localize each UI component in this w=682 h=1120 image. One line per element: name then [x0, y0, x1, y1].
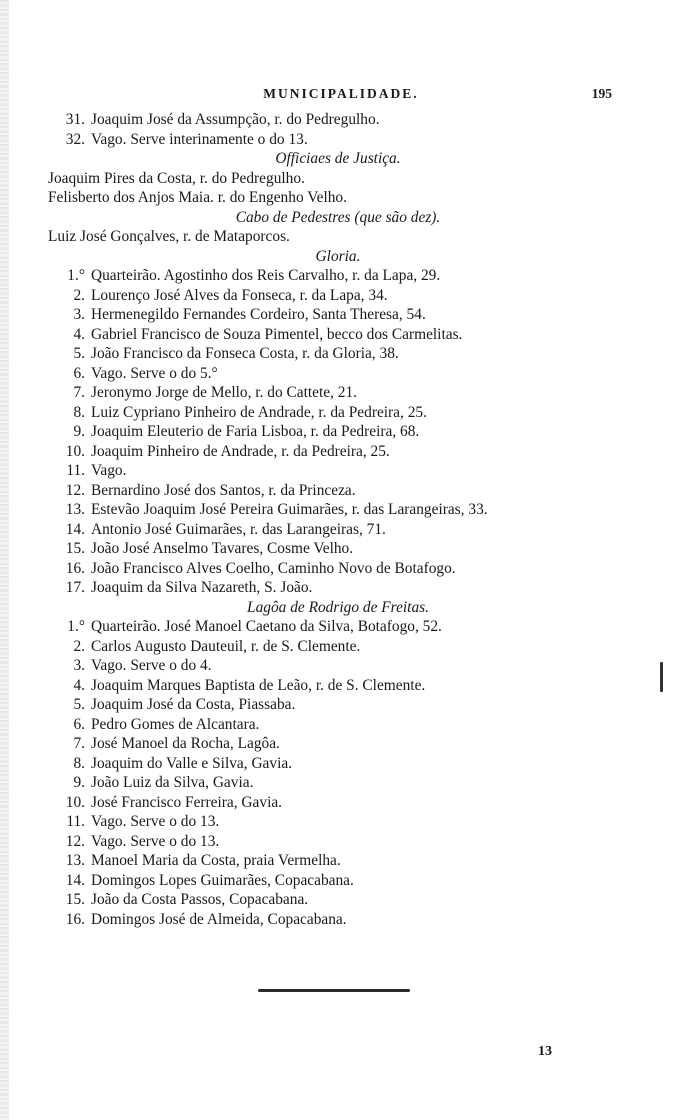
- list-item: [48, 871, 628, 891]
- item-text: Joaquim do Valle e Silva, Gavia.: [91, 754, 293, 772]
- item-text: Joaquim da Silva Nazareth, S. João.: [91, 579, 313, 596]
- item-text: Joaquim José da Costa, Piassaba.: [91, 696, 296, 713]
- item-number: 5.: [73, 696, 85, 713]
- list-item: [48, 364, 628, 384]
- section-heading: Officiaes de Justiça.: [275, 150, 401, 167]
- item-number: 14.: [65, 871, 85, 889]
- item-text: José Manoel da Rocha, Lagôa.: [91, 735, 280, 752]
- list-item: [48, 656, 628, 676]
- item-number: 5.: [73, 345, 85, 362]
- list-item: [48, 266, 628, 286]
- list-item: [48, 637, 628, 657]
- item-text: Luiz Cypriano Pinheiro de Andrade, r. da Pedreira, 25.: [91, 403, 427, 421]
- item-number: 4.: [73, 325, 85, 343]
- item-text: Vago. Serve o do 13.: [91, 813, 220, 830]
- item-number: 11.: [66, 462, 85, 479]
- item-text: Quarteirão. Agostinho dos Reis Carvalho, r. da Lapa, 29.: [91, 267, 441, 284]
- list-item: [48, 773, 628, 793]
- list-item: [48, 910, 628, 930]
- list-item: [48, 539, 628, 559]
- item-text: Gabriel Francisco de Souza Pimentel, becco dos Carmelitas.: [91, 325, 463, 343]
- page-header: [0, 86, 682, 106]
- item-text: Joaquim Pinheiro de Andrade, r. da Pedreira, 25.: [91, 442, 390, 460]
- list-item: Joaquim Pires da Costa, r. do Pedregulho.: [48, 169, 305, 187]
- list-item: [48, 578, 628, 598]
- list-item: [48, 754, 628, 774]
- item-text: Manoel Maria da Costa, praia Vermelha.: [91, 852, 341, 869]
- item-text: Joaquim Eleuterio de Faria Lisboa, r. da Pedreira, 68.: [91, 423, 420, 440]
- item-text: José Francisco Ferreira, Gavia.: [91, 793, 283, 811]
- item-number: 2.: [73, 286, 85, 304]
- list-item: [48, 812, 628, 832]
- item-text: Carlos Augusto Dauteuil, r. de S. Clemente.: [91, 637, 361, 655]
- list-item: [48, 344, 628, 364]
- item-text: Vago.: [91, 462, 127, 479]
- item-number: 3.: [73, 657, 85, 674]
- section-end-rule: [258, 989, 410, 992]
- item-text: João da Costa Passos, Copacabana.: [91, 891, 309, 908]
- item-text: Vago. Serve o do 4.: [91, 657, 212, 674]
- list-item: Felisberto dos Anjos Maia. r. do Engenho Velho.: [48, 189, 347, 206]
- list-item: [48, 500, 628, 520]
- item-text: Lourenço José Alves da Fonseca, r. da Lapa, 34.: [91, 286, 388, 304]
- item-number: 7.: [73, 735, 85, 752]
- item-number: 12.: [65, 832, 85, 850]
- item-text: Hermenegildo Fernandes Cordeiro, Santa Theresa, 54.: [91, 306, 426, 323]
- item-number: 3.: [73, 306, 85, 323]
- item-text: Domingos Lopes Guimarães, Copacabana.: [91, 871, 354, 889]
- item-number: 31.: [65, 111, 85, 128]
- item-number: 16.: [65, 559, 85, 577]
- list-item: [48, 110, 628, 130]
- item-number: 8.: [73, 403, 85, 421]
- item-number: 8.: [73, 754, 85, 772]
- list-item: [48, 695, 628, 715]
- item-text: Pedro Gomes de Alcantara.: [91, 715, 260, 733]
- item-number: 9.: [73, 774, 85, 791]
- list-item: [48, 403, 628, 423]
- page-number: 195: [591, 86, 612, 101]
- list-item: [48, 832, 628, 852]
- margin-mark: [660, 662, 663, 692]
- item-number: 4.: [73, 676, 85, 694]
- list-item: [48, 286, 628, 306]
- list-item: [48, 617, 628, 637]
- item-number: 13.: [65, 501, 85, 518]
- list-item: [48, 734, 628, 754]
- item-number: 13.: [65, 852, 85, 869]
- item-number: 6.: [73, 364, 85, 382]
- item-number: 11.: [66, 813, 85, 830]
- item-number: 2.: [73, 637, 85, 655]
- item-text: Vago. Serve o do 13.: [91, 832, 220, 850]
- book-spine-shadow: [0, 0, 9, 1120]
- section-heading: Gloria.: [315, 247, 361, 265]
- list-item: [48, 520, 628, 540]
- list-item: [48, 442, 628, 462]
- item-text: João José Anselmo Tavares, Cosme Velho.: [91, 540, 354, 557]
- list-item: [48, 383, 628, 403]
- item-number: 10.: [65, 793, 85, 811]
- item-number: 6.: [73, 715, 85, 733]
- list-item: [48, 851, 628, 871]
- item-text: Antonio José Guimarães, r. das Larangeiras, 71.: [91, 520, 386, 538]
- list-item: [48, 890, 628, 910]
- list-item: [48, 559, 628, 579]
- item-text: João Luiz da Silva, Gavia.: [91, 774, 254, 791]
- list-item: [48, 676, 628, 696]
- item-number: 12.: [65, 481, 85, 499]
- item-number: 1.°: [67, 618, 85, 635]
- list-item: [48, 325, 628, 345]
- running-title: MUNICIPALIDADE.: [263, 86, 419, 101]
- list-item: [48, 715, 628, 735]
- item-text: Joaquim José da Assumpção, r. do Pedregulho.: [91, 111, 380, 128]
- section-heading: Cabo de Pedestres (que são dez).: [235, 208, 441, 226]
- list-item: [48, 793, 628, 813]
- item-text: Jeronymo Jorge de Mello, r. do Cattete, 21.: [91, 384, 358, 401]
- item-text: Vago. Serve interinamente o do 13.: [91, 130, 308, 148]
- item-text: Vago. Serve o do 5.°: [91, 364, 218, 382]
- page-body: [48, 110, 628, 929]
- list-item: [48, 130, 628, 150]
- item-number: 14.: [65, 520, 85, 538]
- item-number: 16.: [65, 910, 85, 928]
- item-number: 7.: [73, 384, 85, 401]
- item-text: Bernardino José dos Santos, r. da Princeza.: [91, 481, 356, 499]
- item-text: Estevão Joaquim José Pereira Guimarães, r. das Larangeiras, 33.: [91, 501, 488, 518]
- list-item: [48, 461, 628, 481]
- item-text: Joaquim Marques Baptista de Leão, r. de S. Clemente.: [91, 676, 426, 694]
- list-item: [48, 305, 628, 325]
- list-item: [48, 422, 628, 442]
- item-number: 32.: [65, 130, 85, 148]
- item-number: 10.: [65, 442, 85, 460]
- item-text: João Francisco Alves Coelho, Caminho Novo de Botafogo.: [91, 559, 456, 577]
- section-heading: Lagôa de Rodrigo de Freitas.: [247, 598, 429, 616]
- item-number: 15.: [65, 891, 85, 908]
- item-number: 1.°: [67, 267, 85, 284]
- list-item: [48, 481, 628, 501]
- printer-signature-mark: 13: [538, 1044, 552, 1059]
- item-text: Domingos José de Almeida, Copacabana.: [91, 910, 347, 928]
- item-number: 17.: [65, 579, 85, 596]
- item-number: 9.: [73, 423, 85, 440]
- item-text: Quarteirão. José Manoel Caetano da Silva, Botafogo, 52.: [91, 618, 442, 635]
- list-item: Luiz José Gonçalves, r. de Mataporcos.: [48, 228, 290, 245]
- item-text: João Francisco da Fonseca Costa, r. da Gloria, 38.: [91, 345, 399, 362]
- item-number: 15.: [65, 540, 85, 557]
